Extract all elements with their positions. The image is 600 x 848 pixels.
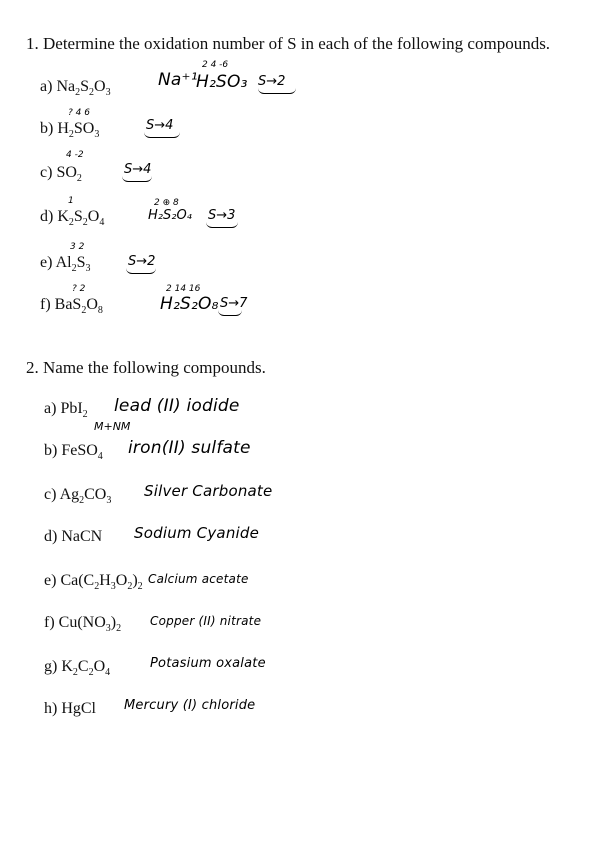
item-label: b) [40,120,54,137]
q2-item-g [44,658,110,678]
item-label: h) [44,700,58,717]
q1-item-a [40,78,111,98]
q1-d-work-small: 1 [68,196,74,206]
q2-item-a [44,400,88,420]
q1-a-work-main: H₂SO₃ [196,72,248,92]
formula: NaCN [61,528,103,545]
q1-e-work-top: 3 2 [70,242,85,252]
q1-b-answer: S→4 [146,118,174,133]
q2-item-e [44,572,143,592]
formula: $Cu(NO_3)_2$ [58,614,122,635]
q2-a-answer: lead (II) iodide [114,396,240,416]
q1-item-c [40,164,82,184]
answer-underline [122,176,152,182]
formula: $Al_2S_3$ [55,254,91,275]
q1-e-answer: S→2 [128,254,156,269]
answer-underline [218,310,242,316]
q2-b-answer: iron(II) sulfate [128,438,251,458]
formula: FeSO$_4$ [61,442,103,463]
item-label: e) [44,572,57,589]
q1-f-work-main: H₂S₂O₈ [160,294,219,314]
q2-g-answer: Potasium oxalate [150,656,266,671]
item-label: a) [44,400,57,417]
q2-item-f [44,614,121,634]
q1-d-answer: S→3 [208,208,236,223]
answer-underline [206,222,238,228]
formula: $Ag_2CO_3$ [59,486,112,507]
formula: HgCl [61,700,96,717]
q2-item-h [44,700,96,718]
question-2-title: 2. Name the following compounds. [26,358,266,377]
q1-c-answer: S→4 [124,162,152,177]
item-label: g) [44,658,58,675]
item-label: c) [40,164,53,181]
q1-item-b [40,120,99,140]
q2-item-c [44,486,111,506]
answer-underline [144,132,180,138]
formula: $H_2SO_3$ [57,120,100,141]
item-label: d) [40,208,54,225]
question-1-panel [0,0,600,334]
q1-f-answer: S→7 [220,296,248,311]
q1-d-work-main: H₂S₂O₄ [148,208,192,223]
q1-b-work-top: ? 4 6 [68,108,90,118]
q1-item-e [40,254,90,274]
q2-h-answer: Mercury (I) chloride [124,698,256,713]
item-label: d) [44,528,58,545]
formula: $SO_2$ [56,164,82,185]
item-label: b) [44,442,58,459]
q1-a-work-top: 2 4 -6 [202,60,229,70]
q1-item-d [40,208,104,228]
answer-underline [258,88,296,94]
q2-e-answer: Calcium acetate [148,572,249,586]
q2-item-b [44,442,103,462]
formula: $K_2C_2O_4$ [61,658,111,679]
item-label: e) [40,254,53,271]
formula: $BaS_2O_8$ [54,296,103,317]
question-2-panel [0,334,310,738]
q2-f-answer: Copper (II) nitrate [150,614,262,628]
answer-underline [126,268,156,274]
formula: PbI$_2$ [60,400,88,421]
q2-item-d [44,528,102,546]
q2-c-answer: Silver Carbonate [144,482,273,500]
q1-f-work-top: ? 2 [72,284,86,294]
q1-item-f [40,296,103,316]
formula: $Na_2S_2O_3$ [56,78,111,99]
q1-d-work-top: 2 ⊕ 8 [154,198,179,208]
item-label: a) [40,78,53,95]
q1-f-work-top2: 2 14 16 [166,284,201,294]
formula: $Ca(C_2H_3O_2)_2$ [60,572,143,593]
q1-a-answer: S→2 [258,74,286,89]
q1-a-work-prefix: Na⁺¹ [158,70,198,90]
item-label: f) [44,614,55,631]
q1-c-work-top: 4 -2 [66,150,84,160]
q2-a-note: M+NM [94,420,131,433]
item-label: f) [40,296,51,313]
question-1-title: 1. Determine the oxidation number of S in each of the following compounds. [26,34,551,53]
formula: $K_2S_2O_4$ [57,208,105,229]
q2-d-answer: Sodium Cyanide [134,524,260,542]
item-label: c) [44,486,57,503]
